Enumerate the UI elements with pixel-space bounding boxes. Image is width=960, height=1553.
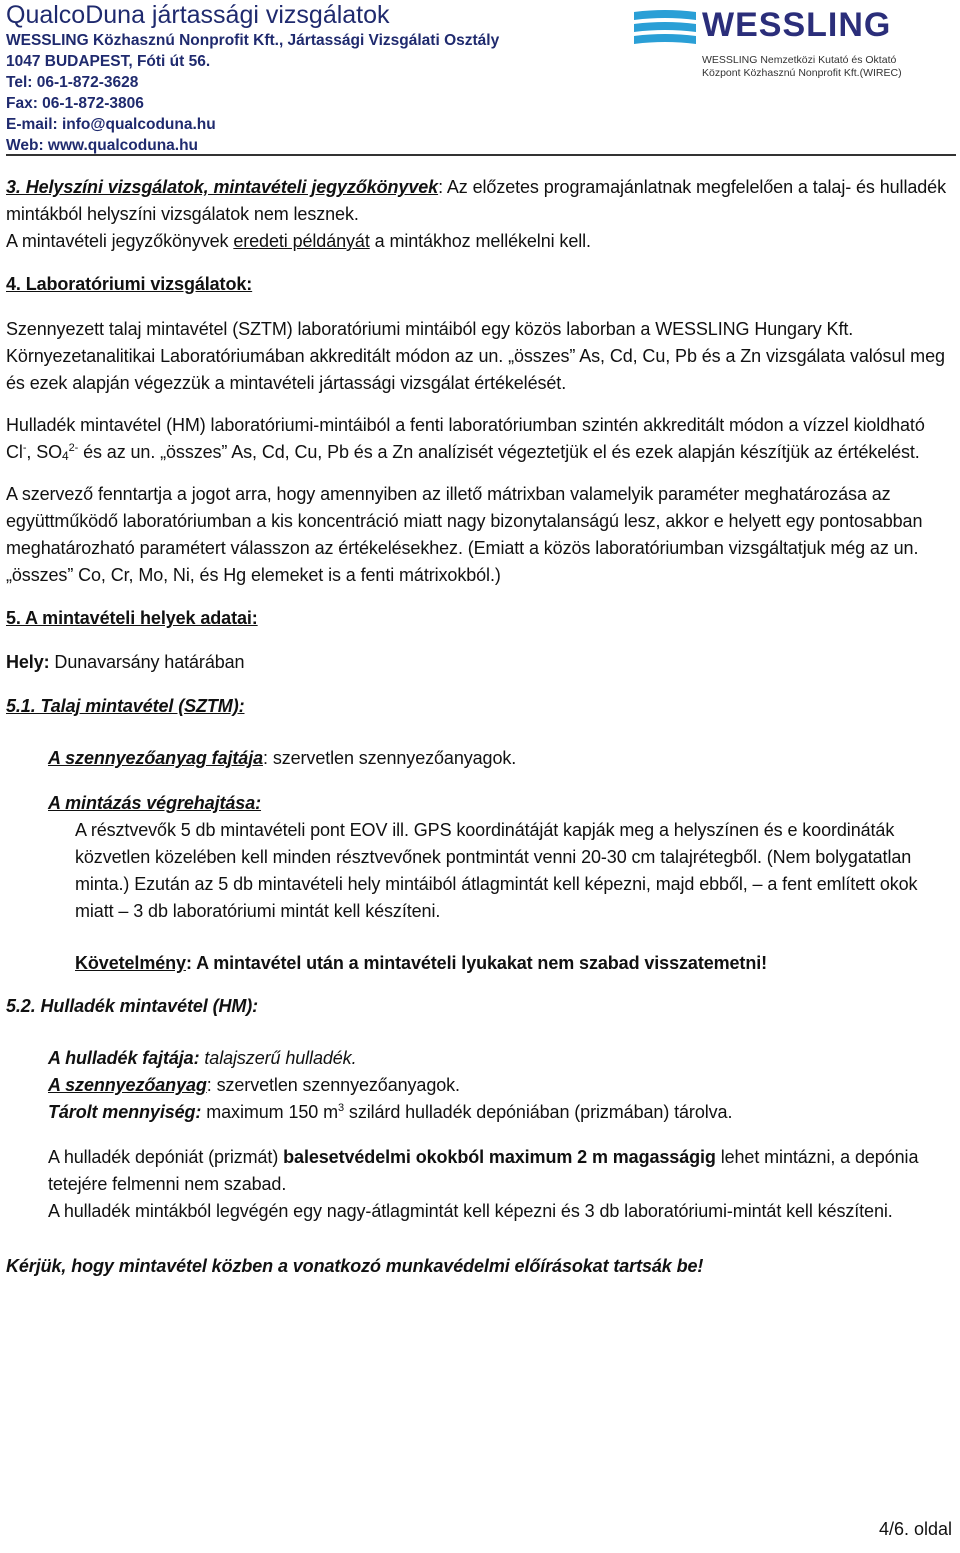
page-number: 4/6. oldal xyxy=(878,1519,952,1539)
section-5-2-heading: 5.2. Hulladék mintavétel (HM): xyxy=(6,996,259,1016)
header-divider xyxy=(6,154,956,156)
requirement-text: : A mintavétel után a mintavételi lyukakat nem szabad visszatemetni! xyxy=(185,953,768,973)
requirement-label: Követelmény xyxy=(75,953,186,973)
section-4-heading: 4. Laboratóriumi vizsgálatok: xyxy=(6,274,253,294)
section-5-heading: 5. A mintavételi helyek adatai: xyxy=(6,608,258,628)
program-title: QualcoDuna jártassági vizsgálatok xyxy=(6,1,390,29)
org-name: WESSLING Közhasznú Nonprofit Kft., Jártassági Vizsgálati Osztály xyxy=(6,32,500,49)
stored-quantity-sup: 3 xyxy=(337,1102,345,1114)
place-value: Dunavarsány határában xyxy=(49,652,245,672)
org-web: Web: www.qualcoduna.hu xyxy=(6,137,199,154)
safety-closing-note: Kérjük, hogy mintavétel közben a vonatkozó munkavédelmi előírásokat tartsák be! xyxy=(6,1256,704,1276)
section-3-paragraph xyxy=(6,174,946,228)
document-body xyxy=(6,174,946,1280)
place-label: Hely: xyxy=(6,652,50,672)
soil-pollutant-line xyxy=(6,745,946,772)
soil-pollutant-label: A szennyezőanyag fajtája xyxy=(48,748,264,768)
waste-pollutant-line xyxy=(6,1072,946,1099)
s4-p2-b: , SO xyxy=(26,442,62,462)
org-email: E-mail: info@qualcoduna.hu xyxy=(6,116,216,133)
letterhead xyxy=(6,0,616,156)
soil-pollutant-value: : szervetlen szennyezőanyagok. xyxy=(263,748,517,768)
place-line xyxy=(6,649,946,676)
org-fax: Fax: 06-1-872-3806 xyxy=(6,95,144,112)
section-3-emphasis: eredeti példányát xyxy=(233,231,370,251)
section-3-text: : Az előzetes programajánlatnak megfelelően a talaj- és hulladék mintákból helyszíni vizsgálatok nem lesznek. xyxy=(6,177,946,224)
section-3-heading: 3. Helyszíni vizsgálatok, mintavételi jegyzőkönyvek xyxy=(6,177,439,197)
s4-p2-sub: 4 xyxy=(62,449,69,463)
waste-pollutant-value: : szervetlen szennyezőanyagok. xyxy=(206,1075,460,1095)
wessling-wave-icon xyxy=(632,8,698,48)
section-4-paragraph-1: Szennyezett talaj mintavétel (SZTM) laboratóriumi mintáiból egy közös laborban a WESSLING Hungary Kft. Környezetanalitikai Laboratóriumában akkreditált módon az un. „összes” As, Cd, Cu, Pb és a Zn vizsgálata valósul meg és ezek alapján végezzük a mintavételi jártassági vizsgálat értékelését. xyxy=(6,319,945,393)
waste-depot-b: balesetvédelmi okokból maximum 2 m magasságig xyxy=(283,1147,716,1167)
stored-quantity-b: szilárd hulladék depóniában (prizmában) tárolva. xyxy=(344,1102,733,1122)
waste-pollutant-label: A szennyezőanyag xyxy=(48,1075,207,1095)
waste-depot-a: A hulladék depóniát (prizmát) xyxy=(48,1147,284,1167)
section-4-paragraph-3: A szervező fenntartja a jogot arra, hogy amennyiben az illető mátrixban valamelyik paraméter meghatározása az együttműködő laboratóriumban a kis koncentráció miatt nagy bizonytalanságú lesz, akkor e helyett egy pontosabban meghatározható paramétert válasszon az értékelésekhez. (Emiatt a közös laboratóriumban vizsgáltatjuk még az un. „összes” Co, Cr, Mo, Ni, és Hg elemeket is a fenti mátrixokból.) xyxy=(6,484,923,585)
section-4-paragraph-2 xyxy=(6,412,946,466)
waste-sample-paragraph: A hulladék mintákból legvégén egy nagy-átlagmintát kell képezni és 3 db laboratóriumi-mintát kell készíteni. xyxy=(48,1201,893,1221)
s4-p2-sup1: - xyxy=(22,442,27,454)
waste-type-line xyxy=(6,1045,946,1072)
section-3-text-2b: a mintákhoz mellékelni kell. xyxy=(369,231,591,251)
waste-depot-c: lehet mintázni, a depónia tetejére felmenni nem szabad. xyxy=(48,1147,919,1194)
waste-type-label: A hulladék fajtája: xyxy=(48,1048,200,1068)
org-address: 1047 BUDAPEST, Fóti út 56. xyxy=(6,53,211,70)
stored-quantity-a: maximum 150 m xyxy=(201,1102,338,1122)
org-phone: Tel: 06-1-872-3628 xyxy=(6,74,139,91)
stored-quantity-line xyxy=(6,1099,946,1126)
s4-p2-a: Hulladék mintavétel (HM) laboratóriumi-mintáiból a fenti laboratóriumban szintén akkreditált módon a vízzel kioldható Cl xyxy=(6,415,925,462)
stored-quantity-label: Tárolt mennyiség: xyxy=(48,1102,202,1122)
sampling-execution-label: A mintázás végrehajtása: xyxy=(48,793,262,813)
section-5-1-heading: 5.1. Talaj mintavétel (SZTM): xyxy=(6,696,245,716)
section-3-paragraph-2 xyxy=(6,228,946,255)
sampling-execution-text: A résztvevők 5 db mintavételi pont EOV ill. GPS koordinátáját kapják meg a helyszínen és e koordináták közvetlen közelében kell minden résztvevőnek pontmintát venni 20-30 cm talajrétegből. (Nem bolygatatlan minta.) Ezután az 5 db mintavételi hely mintáiból átlagmintát kell képezni, majd ebből, – a fent említett okok miatt – 3 db laboratóriumi mintát kell készíteni. xyxy=(75,820,918,921)
requirement-line xyxy=(6,950,946,977)
s4-p2-sup2: 2- xyxy=(68,442,79,454)
s4-p2-c: és az un. „összes” As, Cd, Cu, Pb és a Zn analízisét végeztetjük el és ezek alapján készítjük az értékelést. xyxy=(78,442,920,462)
section-3-text-2a: A mintavételi jegyzőkönyvek xyxy=(6,231,234,251)
waste-type-value: talajszerű hulladék. xyxy=(199,1048,357,1068)
waste-depot-paragraph xyxy=(6,1144,946,1198)
logo-wordmark: WESSLING xyxy=(702,6,892,44)
wessling-logo xyxy=(632,4,932,82)
logo-subtitle-1: WESSLING Nemzetközi Kutató és Oktató xyxy=(702,54,897,66)
logo-subtitle-2: Központ Közhasznú Nonprofit Kft.(WIREC) xyxy=(702,67,902,79)
